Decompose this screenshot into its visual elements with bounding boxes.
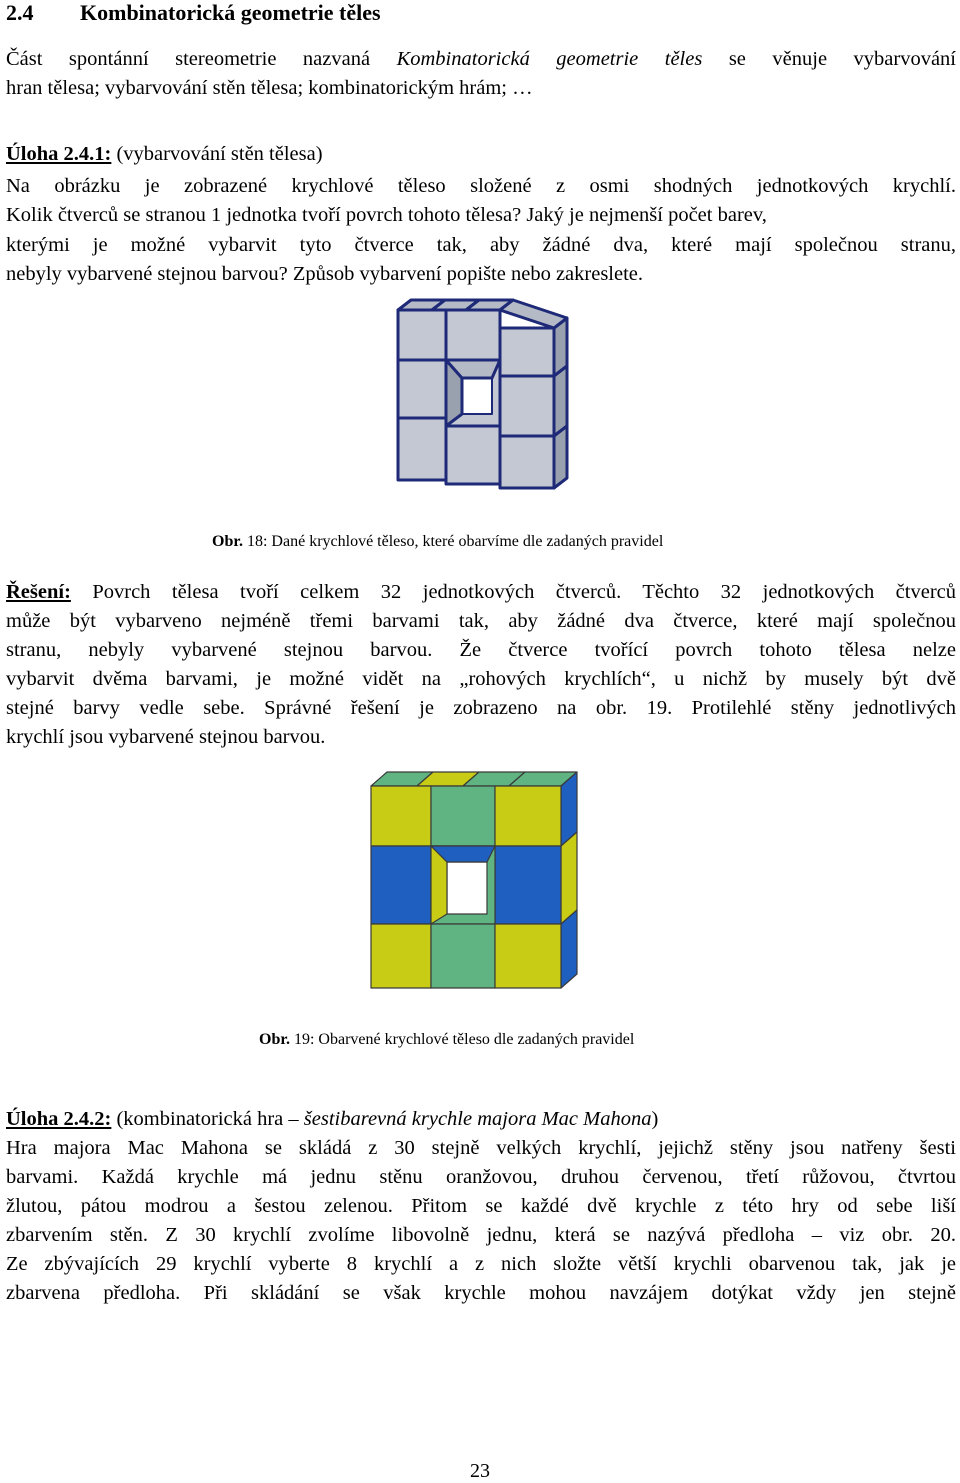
caption-label: Obr. [212, 533, 243, 550]
task2-subtitle: (kombinatorická hra – [111, 1108, 304, 1130]
solution-label: Řešení: [6, 581, 71, 603]
caption-number: 18 [242, 533, 263, 550]
figure-19-caption [259, 1030, 634, 1050]
task2-line: barvami. Každá krychle má jednu stěnu oranžovou, druhou červenou, třetí růžovou, čtvrtou [6, 1166, 956, 1188]
solution-line: krychlí jsou vybarvené stejnou barvou. [6, 726, 326, 748]
task2-line: Ze zbývajících 29 krychlí vyberte 8 krychlí a z nich složte větší krychli obarvenou tak, jak je [6, 1253, 956, 1275]
task2-line: Hra majora Mac Mahona se skládá z 30 stejně velkých krychlí, jejichž stěny jsou natřeny šesti [6, 1137, 956, 1159]
section-title: Kombinatorická geometrie těles [80, 0, 381, 25]
intro-line-2: hran tělesa; vybarvování stěn tělesa; kombinatorickým hrám; … [6, 77, 533, 99]
task2-line: zbarvena předloha. Při skládání se však krychle mohou navzájem dotýkat vždy jen stejně [6, 1282, 956, 1304]
figure-18-grey-cube-body [390, 296, 575, 496]
solution-line: vybarvit dvěma barvami, je možné vidět na „rohových krychlích“, u nichž by musely být dvě [6, 668, 956, 690]
intro-line-1 [6, 45, 956, 74]
task1-line: Na obrázku je zobrazené krychlové těleso složené z osmi shodných jednotkových krychlí. [6, 175, 956, 197]
intro-text: se věnuje vybarvování [702, 48, 956, 70]
task1-line: Kolik čtverců se stranou 1 jednotka tvoří povrch tohoto tělesa? Jaký je nejmenší počet barev, [6, 204, 767, 226]
solution-line: stranu, nebyly vybarvené stejnou barvou. Že čtverce tvořící povrch tohoto tělesa nelze [6, 639, 956, 661]
intro-text: Část spontánní stereometrie nazvaná [6, 48, 397, 70]
solution-text: Povrch tělesa tvoří celkem 32 jednotkových čtverců. Těchto 32 jednotkových čtverců [70, 581, 956, 603]
page-number: 23 [470, 1460, 490, 1482]
section-number: 2.4 [6, 0, 34, 25]
solution-line-1 [6, 578, 956, 607]
task1-heading [6, 140, 956, 169]
caption-number: 19 [289, 1031, 310, 1048]
figure-19-colored-cube-body [365, 768, 583, 996]
task1-line: nebyly vybarvené stejnou barvou? Způsob vybarvení popište nebo zakreslete. [6, 263, 644, 285]
section-heading [6, 0, 381, 26]
task2-line: zbarvením stěn. Z 30 krychlí zvolíme libovolně jednu, která se nazývá předloha – viz obr. 20. [6, 1224, 956, 1246]
task2-line: žlutou, pátou modrou a šestou zelenou. Přitom se každé dvě krychle z této hry od sebe liší [6, 1195, 956, 1217]
caption-text: : Dané krychlové těleso, které obarvíme dle zadaných pravidel [262, 533, 664, 550]
solution-line: stejné barvy vedle sebe. Správné řešení je zobrazeno na obr. 19. Protilehlé stěny jednotlivých [6, 697, 956, 719]
intro-italic-term: Kombinatorická geometrie těles [396, 48, 703, 70]
solution-line: může být vybarveno nejméně třemi barvami tak, aby žádné dva čtverce, které mají společnou [6, 610, 956, 632]
figure-18-caption [212, 532, 663, 552]
task2-heading [6, 1105, 956, 1134]
task1-label: Úloha 2.4.1: [6, 143, 112, 165]
task1-subtitle: (vybarvování stěn tělesa) [111, 143, 323, 165]
caption-label: Obr. [259, 1031, 290, 1048]
task1-line: kterými je možné vybarvit tyto čtverce tak, aby žádné dva, které mají společnou stranu, [6, 234, 956, 256]
task2-subtitle-italic: šestibarevná krychle majora Mac Mahona [303, 1108, 652, 1130]
task2-label: Úloha 2.4.2: [6, 1108, 112, 1130]
caption-text: : Obarvené krychlové těleso dle zadaných pravidel [309, 1031, 635, 1048]
task2-subtitle: ) [651, 1108, 659, 1130]
